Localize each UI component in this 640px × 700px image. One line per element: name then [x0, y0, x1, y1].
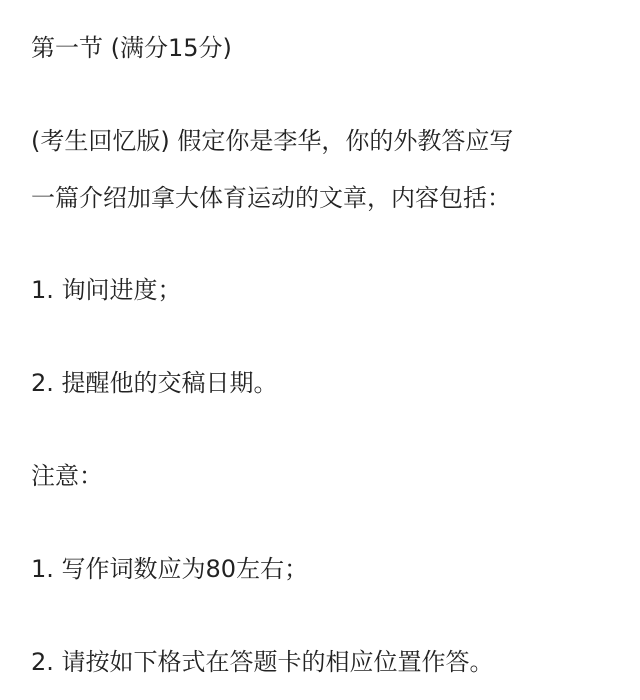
- content-item-1: 1. 询问进度；: [31, 276, 182, 304]
- note-item-1: 1. 写作词数应为80左右；: [31, 555, 309, 583]
- prompt-line-1: (考生回忆版) 假定你是李华，你的外教答应写: [31, 127, 514, 155]
- content-item-2: 2. 提醒他的交稿日期。: [31, 369, 278, 397]
- notes-heading: 注意：: [31, 462, 103, 490]
- section-title: 第一节 (满分15分): [31, 34, 232, 62]
- prompt-line-2: 一篇介绍加拿大体育运动的文章，内容包括：: [31, 184, 511, 212]
- note-item-2: 2. 请按如下格式在答题卡的相应位置作答。: [31, 648, 494, 676]
